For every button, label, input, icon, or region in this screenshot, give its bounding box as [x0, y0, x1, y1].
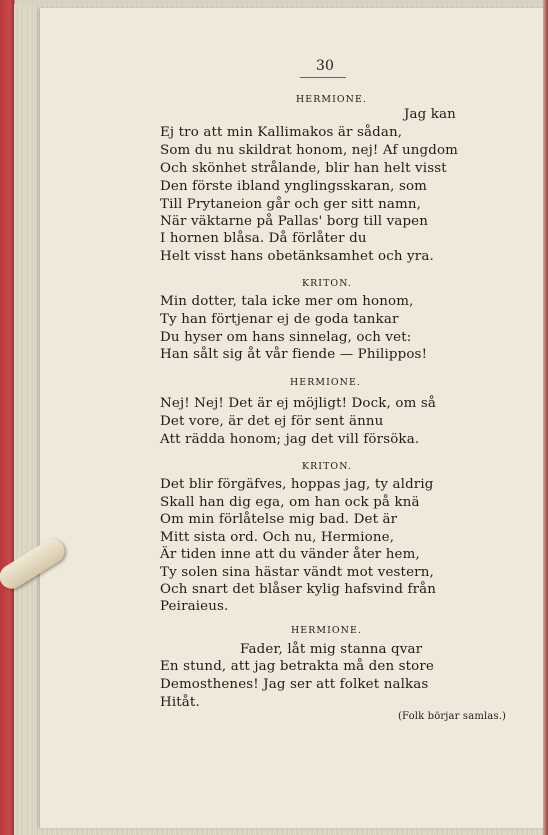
verse-line: Ty solen sina hästar vändt mot vestern,: [160, 565, 434, 580]
verse-line: Skall han dig ega, om han ock på knä: [160, 495, 420, 510]
verse-line: Den förste ibland ynglingsskaran, som: [160, 179, 428, 194]
verse-line: Och snart det blåser kylig hafsvind från: [160, 582, 437, 597]
verse-line: Peiraieus.: [160, 599, 229, 614]
verse-line: Är tiden inne att du vänder åter hem,: [160, 547, 420, 562]
verse-line: Jag kan: [404, 107, 456, 122]
verse-line: Att rädda honom; jag det vill försöka.: [160, 432, 420, 447]
verse-line: Det vore, är det ej för sent ännu: [160, 414, 384, 429]
page-number-rule: [300, 77, 346, 78]
stage-direction: (Folk börjar samlas.): [398, 711, 507, 722]
verse-line: I hornen blåsa. Då förlåter du: [160, 231, 367, 246]
speaker-heading: KRITON.: [302, 461, 352, 472]
page-number: 30: [316, 58, 335, 74]
speaker-heading: HERMIONE.: [296, 94, 367, 105]
verse-line: Fader, låt mig stanna qvar: [240, 642, 423, 657]
verse-line: Och skönhet strålande, blir han helt visst: [160, 161, 447, 176]
verse-line: Ty han förtjenar ej de goda tankar: [160, 312, 399, 327]
verse-line: Min dotter, tala icke mer om honom,: [160, 294, 414, 309]
speaker-heading: KRITON.: [302, 278, 352, 289]
verse-line: Hitåt.: [160, 695, 200, 710]
verse-line: Mitt sista ord. Och nu, Hermione,: [160, 530, 395, 545]
verse-line: När väktarne på Pallas' borg till vapen: [160, 214, 429, 229]
verse-line: Om min förlåtelse mig bad. Det är: [160, 512, 398, 527]
verse-line: Det blir förgäfves, hoppas jag, ty aldrig: [160, 477, 434, 492]
book-cover-right-edge: [543, 0, 548, 835]
speaker-heading: HERMIONE.: [290, 377, 361, 388]
verse-line: Ej tro att min Kallimakos är sådan,: [160, 125, 403, 140]
speaker-heading: HERMIONE.: [291, 625, 362, 636]
verse-line: Du hyser om hans sinnelag, och vet:: [160, 330, 412, 345]
verse-line: Han sålt sig åt vår fiende — Philippos!: [160, 347, 428, 362]
verse-line: Till Prytaneion går och ger sitt namn,: [160, 197, 422, 212]
verse-line: Som du nu skildrat honom, nej! Af ungdom: [160, 143, 459, 158]
verse-line: En stund, att jag betrakta må den store: [160, 659, 435, 674]
verse-line: Helt visst hans obetänksamhet och yra.: [160, 249, 434, 264]
verse-line: Demosthenes! Jag ser att folket nalkas: [160, 677, 429, 692]
verse-line: Nej! Nej! Det är ej möjligt! Dock, om så: [160, 396, 436, 411]
